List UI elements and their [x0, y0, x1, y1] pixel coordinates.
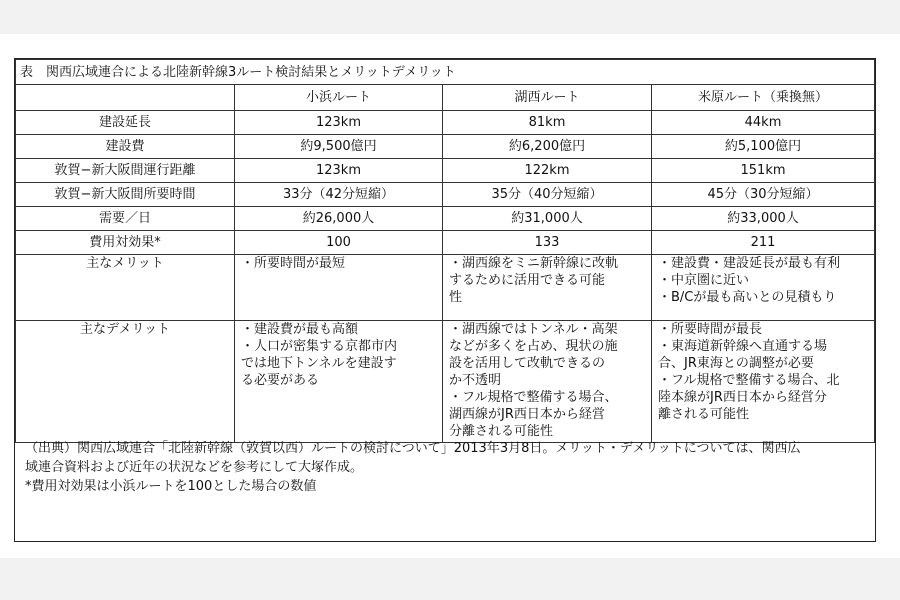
table-header-row [16, 85, 875, 111]
row-label: 敦賀−新大阪間運行距離 [16, 159, 235, 183]
table-cell: 122km [443, 159, 652, 183]
table-row [16, 231, 875, 255]
merits-row [16, 255, 875, 321]
merits-maibara: ・建設費・建設延長が最も有利 ・中京圏に近い ・B/Cが最も高いとの見積もり [652, 255, 875, 321]
table-cell: 約31,000人 [443, 207, 652, 231]
table-cell: 約26,000人 [235, 207, 443, 231]
row-label: 敦賀−新大阪間所要時間 [16, 183, 235, 207]
row-label: 建設費 [16, 135, 235, 159]
row-label: 費用対効果* [16, 231, 235, 255]
header-maibara-route: 米原ルート（乗換無） [652, 85, 875, 111]
merits-obama: ・所要時間が最短 [235, 255, 443, 321]
table-cell: 151km [652, 159, 875, 183]
footnote-line: 域連合資料および近年の状況などを参考にして大塚作成。 [25, 460, 364, 475]
table-cell: 44km [652, 111, 875, 135]
header-empty-cell [16, 85, 235, 111]
table-title-row [16, 60, 875, 85]
header-obama-route: 小浜ルート [235, 85, 443, 111]
table-row [16, 135, 875, 159]
table-title: 表 関西広域連合による北陸新幹線3ルート検討結果とメリットデメリット [16, 60, 875, 85]
demerits-maibara: ・所要時間が最長 ・東海道新幹線へ直通する場 合、JR東海との調整が必要 ・フル規格で整備する場合、北 陸本線がJR西日本から経営分 離される可能性 [652, 321, 875, 443]
table-row [16, 159, 875, 183]
demerits-label: 主なデメリット [16, 321, 235, 443]
table-cell: 100 [235, 231, 443, 255]
comparison-table [15, 59, 875, 443]
table-cell: 123km [235, 159, 443, 183]
demerits-obama: ・建設費が最も高額 ・人口が密集する京都市内 では地下トンネルを建設す る必要がある [235, 321, 443, 443]
footnote-line: *費用対効果は小浜ルートを100とした場合の数値 [25, 479, 317, 494]
table-cell: 81km [443, 111, 652, 135]
row-label: 建設延長 [16, 111, 235, 135]
table-cell: 45分（30分短縮） [652, 183, 875, 207]
table-cell: 133 [443, 231, 652, 255]
footnote-line: （出典）関西広域連合「北陸新幹線（敦賀以西）ルートの検討について」2013年3月8日。メリット・デメリットについては、関西広 [25, 441, 801, 456]
table-row [16, 183, 875, 207]
table-cell: 約33,000人 [652, 207, 875, 231]
document-frame [14, 58, 876, 542]
table-cell: 211 [652, 231, 875, 255]
table-cell: 約5,100億円 [652, 135, 875, 159]
demerits-kosei: ・湖西線ではトンネル・高架 などが多くを占め、現状の施 設を活用して改軌できるの か不透明 ・フル規格で整備する場合、 湖西線がJR西日本から経営 分離される可能性 [443, 321, 652, 443]
table-cell: 約9,500億円 [235, 135, 443, 159]
merits-label: 主なメリット [16, 255, 235, 321]
source-footnote [25, 439, 865, 496]
table-cell: 33分（42分短縮） [235, 183, 443, 207]
page-background [0, 34, 900, 558]
table-row [16, 207, 875, 231]
table-cell: 123km [235, 111, 443, 135]
table-cell: 35分（40分短縮） [443, 183, 652, 207]
table-row [16, 111, 875, 135]
row-label: 需要／日 [16, 207, 235, 231]
table-cell: 約6,200億円 [443, 135, 652, 159]
header-kosei-route: 湖西ルート [443, 85, 652, 111]
merits-kosei: ・湖西線をミニ新幹線に改軌 するために活用できる可能 性 [443, 255, 652, 321]
demerits-row [16, 321, 875, 443]
